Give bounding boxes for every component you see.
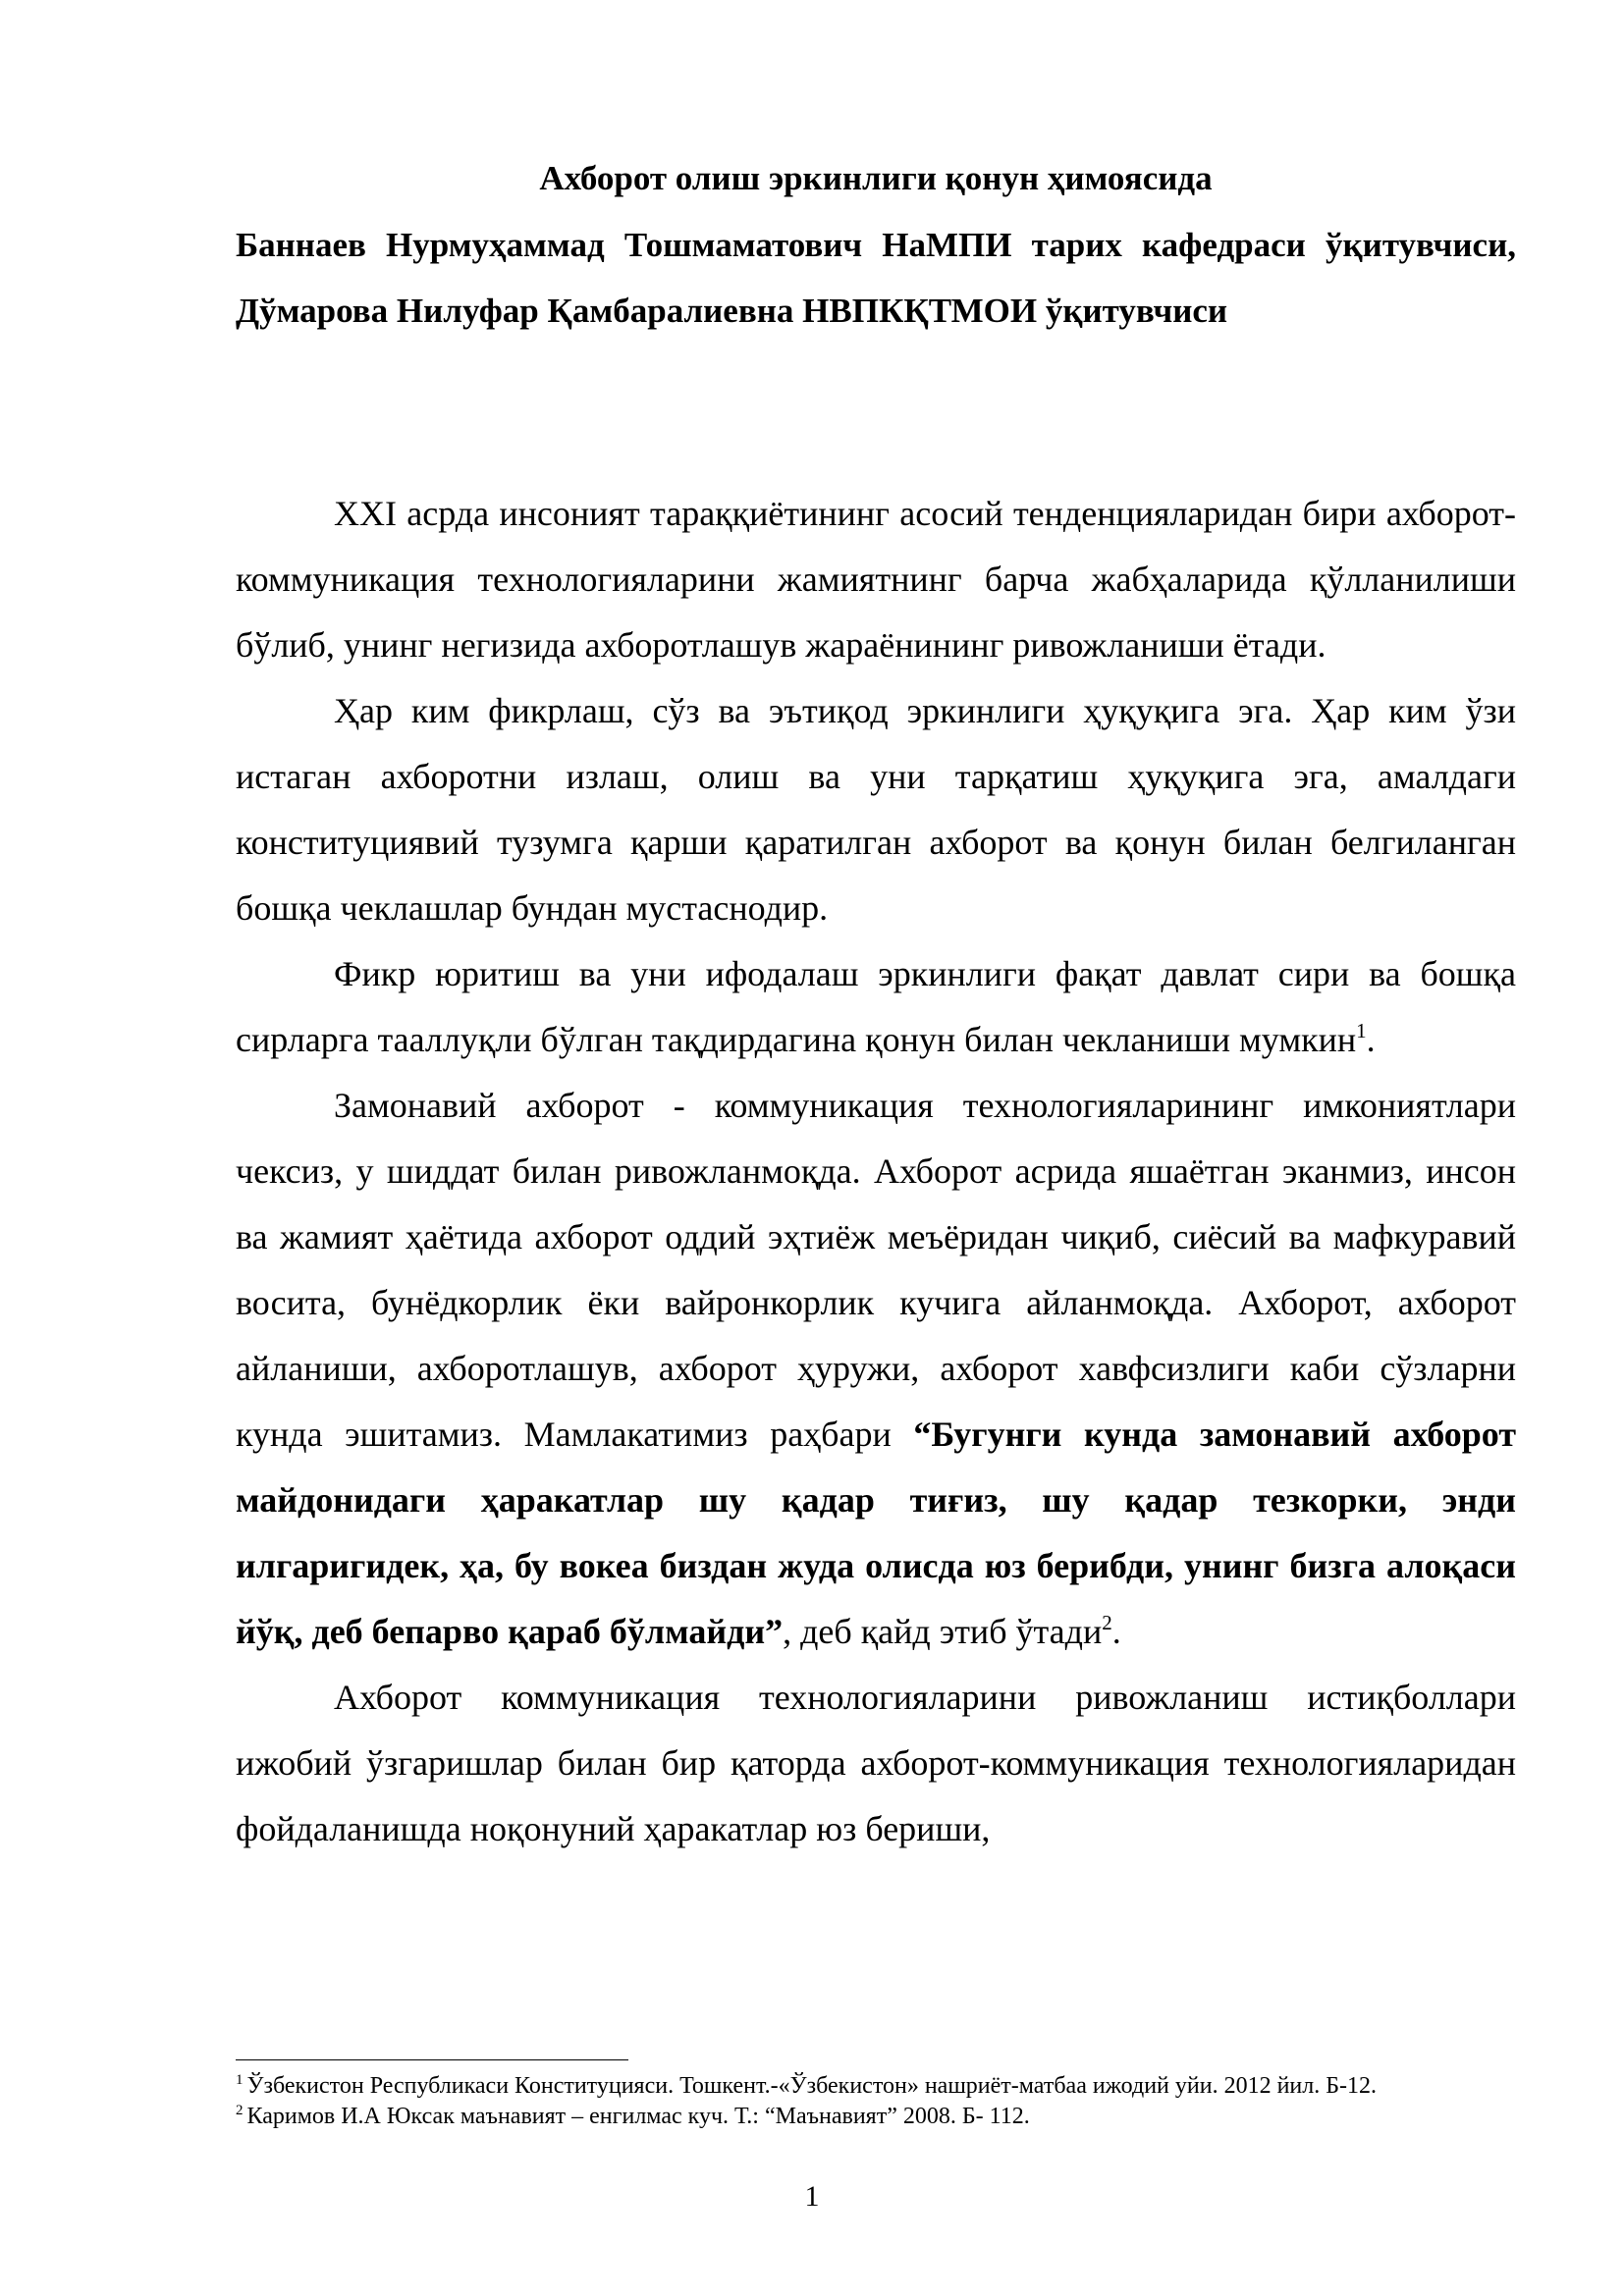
paragraph-3 (236, 941, 1516, 1073)
footnote-1 (236, 2071, 1516, 2102)
paragraph-5: Ахборот коммуникация технологияларини ривожланиш истиқболлари ижобий ўзгаришлар билан бир қаторда ахборот-коммуникация технологияларидан фойдаланишда ноқонуний ҳаракатлар юз бериши, (236, 1678, 1516, 1848)
footnote-ref-1: 1 (1356, 1019, 1367, 1042)
paragraph-2: Ҳар ким фикрлаш, сўз ва эътиқод эркинлиги ҳуқуқига эга. Ҳар ким ўзи истаган ахборотни излаш, олиш ва уни тарқатиш ҳуқуқига эга, амалдаги конституциявий тузумга қарши қаратилган ахборот ва қонун билан белгиланган бошқа чеклашлар бундан мустаснодир. (236, 691, 1516, 928)
footnote-1-text: Ўзбекистон Республикаси Конституцияси. Тошкент.-«Ўзбекистон» нашриёт-матбаа ижодий уйи. 2012 йил. Б-12. (246, 2073, 1377, 2099)
president-quote: “Бугунги кунда замонавий ахборот майдонидаги ҳаракатлар шу қадар тиғиз, шу қадар тезкорки, энди илгаригидек, ҳа, бу вокеа биздан жуда олисда юз берибди, унинг бизга алоқаси йўқ, деб бепарво қараб бўлмайди” (236, 1415, 1517, 1651)
article-title: Ахборот олиш эркинлиги қонун ҳимоясида (539, 159, 1213, 197)
article-body (236, 481, 1516, 1862)
footnote-1-mark: 1 (236, 2072, 244, 2088)
paragraph-4 (236, 1073, 1516, 1665)
paragraph-3-end: . (1366, 1020, 1376, 1059)
author-line: Баннаев Нурмуҳаммад Тошмаматович НаМПИ тарих кафедраси ўқитувчиси, Дўмарова Нилуфар Қамбаралиевна НВПКҚТМОИ ўқитувчиси (236, 226, 1516, 330)
page-number: 1 (804, 2180, 820, 2213)
paragraph-1: XXI асрда инсоният тараққиётининг асосий тенденцияларидан бири ахборот-коммуникация технологияларини жамиятнинг барча жабҳаларида қўлланилиши бўлиб, унинг негизида ахборотлашув жараёнининг ривожланиши ётади. (236, 494, 1516, 665)
paragraph-4-after-quote: , деб қайд этиб ўтади (783, 1612, 1103, 1651)
footnote-2 (236, 2102, 1516, 2132)
footnote-2-text: Каримов И.А Юксак маънавият – енгилмас куч. Т.: “Маънавият” 2008. Б- 112. (246, 2104, 1030, 2129)
footnotes (236, 2071, 1516, 2132)
footnote-separator (236, 2059, 628, 2060)
paragraph-4-end: . (1111, 1612, 1121, 1651)
paragraph-4-text: Замонавий ахборот - коммуникация технологияларининг имкониятлари чексиз, у шиддат билан ривожланмоқда. Ахборот асрида яшаётган эканмиз, инсон ва жамият ҳаётида ахборот оддий эҳтиёж меъёридан чиқиб, сиёсий ва мафкуравий восита, бунёдкорлик ёки вайронкорлик кучига айланмоқда. Ахборот, ахборот айланиши, ахборотлашув, ахборот ҳуружи, ахборот хавфсизлиги каби сўзларни кунда эшитамиз. Мамлакатимиз раҳбари (236, 1086, 1516, 1454)
footnote-2-mark: 2 (236, 2103, 244, 2118)
footnote-ref-2: 2 (1102, 1611, 1112, 1634)
paragraph-3-text: Фикр юритиш ва уни ифодалаш эркинлиги фақат давлат сири ва бошқа сирларга тааллуқли бўлган тақдирдагина қонун билан чекланиши мумкин (236, 954, 1516, 1059)
